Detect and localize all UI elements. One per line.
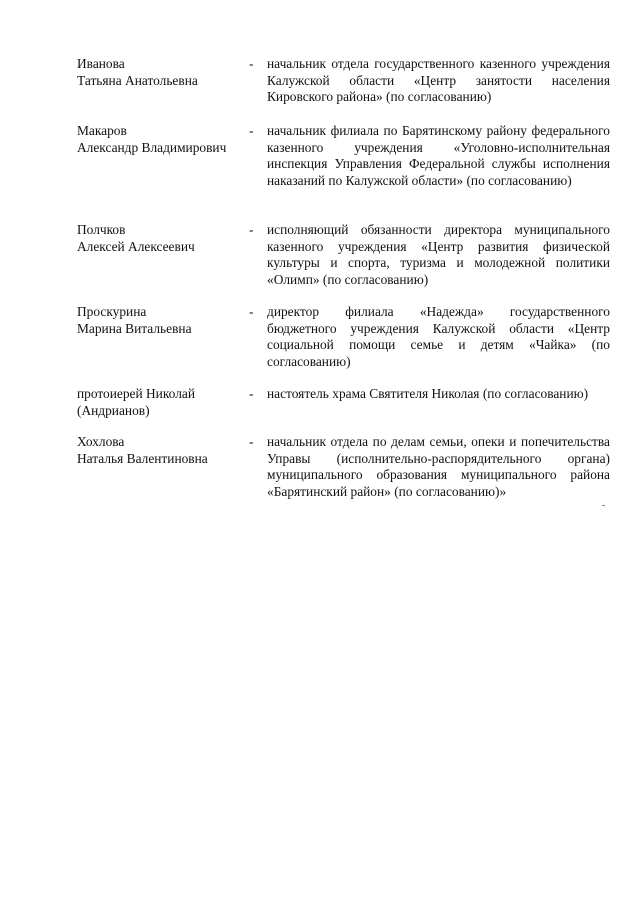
member-name <box>77 434 242 467</box>
member-position: начальник отдела государственного казенного учреждения Калужской области «Центр занятости населения Кировского района» (по согласованию) <box>267 56 610 105</box>
member-given-names: Татьяна Анатольевна <box>77 72 198 88</box>
separator-dash: - <box>249 123 254 138</box>
separator-dash: - <box>249 56 254 71</box>
member-position: настоятель храма Святителя Николая (по согласованию) <box>267 386 589 401</box>
member-surname: Макаров <box>77 123 127 138</box>
member-surname: Проскурина <box>77 304 147 319</box>
member-given-names: Марина Витальевна <box>77 320 192 336</box>
member-surname: Полчков <box>77 222 126 237</box>
member-position: начальник филиала по Барятинскому району федерального казенного учреждения «Уголовно-исполнительная инспекция Управления Федеральной службы исполнения наказаний по Калужской области» (по согласованию) <box>267 123 610 188</box>
member-given-names: Наталья Валентиновна <box>77 450 208 466</box>
member-surname: Иванова <box>77 56 125 71</box>
scan-mark <box>602 505 605 506</box>
member-position: начальник отдела по делам семьи, опеки и попечительства Управы (исполнительно-распорядительного органа) муниципального образования муниципального района «Барятинский район» (по согласованию)» <box>267 434 610 499</box>
member-position: исполняющий обязанности директора муниципального казенного учреждения «Центр развития физической культуры и спорта, туризма и молодежной политики «Олимп» (по согласованию) <box>267 222 610 287</box>
member-name <box>77 304 242 337</box>
separator-dash: - <box>249 434 254 449</box>
separator-dash: - <box>249 222 254 237</box>
member-position: директор филиала «Надежда» государственного бюджетного учреждения Калужской области «Центр социальной помощи семье и детям «Чайка» (по согласованию) <box>267 304 610 369</box>
member-name <box>77 386 242 419</box>
member-surname: Хохлова <box>77 434 125 449</box>
member-given-names: Алексей Алексеевич <box>77 238 195 254</box>
member-name <box>77 123 242 156</box>
member-given-names: (Андрианов) <box>77 402 150 418</box>
member-given-names: Александр Владимирович <box>77 139 227 155</box>
member-name <box>77 222 242 255</box>
member-name <box>77 56 242 89</box>
separator-dash: - <box>249 386 254 401</box>
member-surname: протоиерей Николай <box>77 386 195 401</box>
separator-dash: - <box>249 304 254 319</box>
